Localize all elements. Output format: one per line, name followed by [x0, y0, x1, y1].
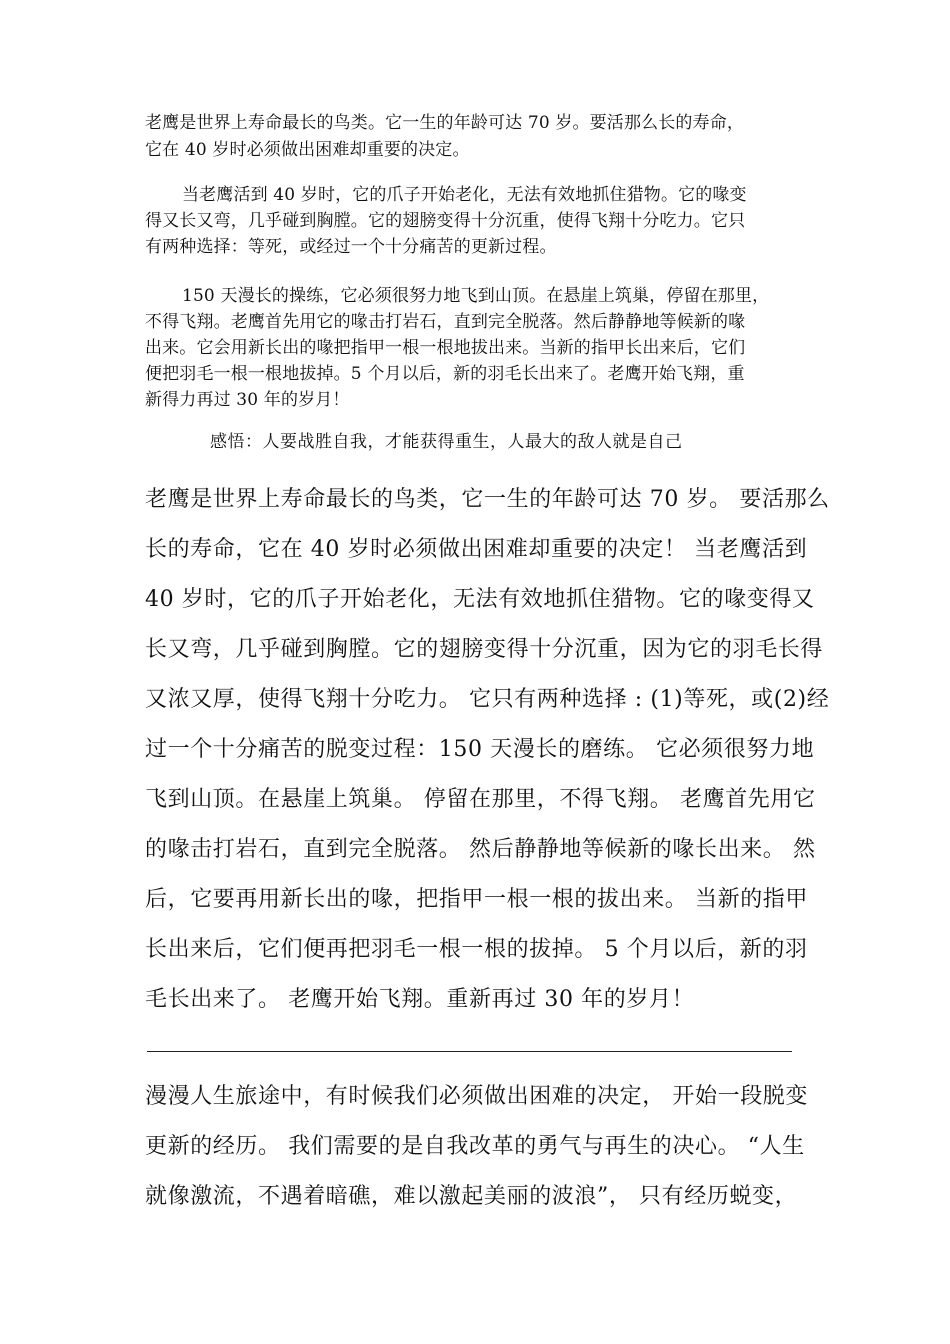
text-line: 飞到山顶。在悬崖上筑巢。 停留在那里，不得飞翔。 老鹰首先用它 — [145, 787, 816, 812]
text-line: 长的寿命，它在 40 岁时必须做出困难却重要的决定！ 当老鹰活到 — [145, 537, 808, 562]
text-line: 的喙击打岩石，直到完全脱落。 然后静静地等候新的喙长出来。 然 — [145, 837, 816, 862]
text-line: 不得飞翔。老鹰首先用它的喙击打岩石，直到完全脱落。然后静静地等候新的喙 — [145, 312, 746, 332]
text-line: 更新的经历。 我们需要的是自我改革的勇气与再生的决心。 “人生 — [145, 1134, 805, 1159]
text-line: 长出来后，它们便再把羽毛一根一根的拔掉。 5 个月以后，新的羽 — [145, 937, 808, 962]
text-line: 当老鹰活到 40 岁时，它的爪子开始老化，无法有效地抓住猎物。它的喙变 — [182, 185, 747, 205]
text-line: 出来。它会用新长出的喙把指甲一根一根地拔出来。当新的指甲长出来后，它们 — [145, 338, 746, 358]
text-line: 它在 40 岁时必须做出困难却重要的决定。 — [145, 140, 470, 160]
text-line: 漫漫人生旅途中，有时候我们必须做出困难的决定， 开始一段脱变 — [145, 1084, 808, 1109]
text-line: 有两种选择：等死，或经过一个十分痛苦的更新过程。 — [145, 237, 557, 257]
text-line: 毛长出来了。 老鹰开始飞翔。重新再过 30 年的岁月！ — [145, 987, 695, 1012]
text-line: 又浓又厚，使得飞翔十分吃力。 它只有两种选择 : (1)等死，或(2)经 — [145, 687, 830, 712]
text-line: 长又弯，几乎碰到胸膛。它的翅膀变得十分沉重，因为它的羽毛长得 — [145, 637, 824, 662]
text-line: 40 岁时，它的爪子开始老化，无法有效地抓住猎物。它的喙变得又 — [145, 587, 815, 612]
text-line: 就像激流，不遇着暗礁，难以激起美丽的波浪”， 只有经历蜕变， — [145, 1184, 798, 1209]
text-line: 老鹰是世界上寿命最长的鸟类。它一生的年龄可达 70 岁。要活那么长的寿命， — [145, 113, 744, 133]
insight-line: 感悟：人要战胜自我，才能获得重生，人最大的敌人就是自己 — [210, 432, 683, 452]
text-line: 新得力再过 30 年的岁月！ — [145, 390, 350, 410]
text-line: 得又长又弯，几乎碰到胸膛。它的翅膀变得十分沉重，使得飞翔十分吃力。它只 — [145, 211, 746, 231]
text-line: 过一个十分痛苦的脱变过程：150 天漫长的磨练。 它必须很努力地 — [145, 737, 815, 762]
text-line: 后，它要再用新长出的喙，把指甲一根一根的拔出来。 当新的指甲 — [145, 887, 808, 912]
text-line: 便把羽毛一根一根地拔掉。5 个月以后，新的羽毛长出来了。老鹰开始飞翔，重 — [145, 364, 745, 384]
text-line: 老鹰是世界上寿命最长的鸟类，它一生的年龄可达 70 岁。 要活那么 — [145, 487, 830, 512]
text-line: 150 天漫长的操练，它必须很努力地飞到山顶。在悬崖上筑巢，停留在那里， — [182, 286, 770, 306]
section-divider — [147, 1051, 792, 1052]
